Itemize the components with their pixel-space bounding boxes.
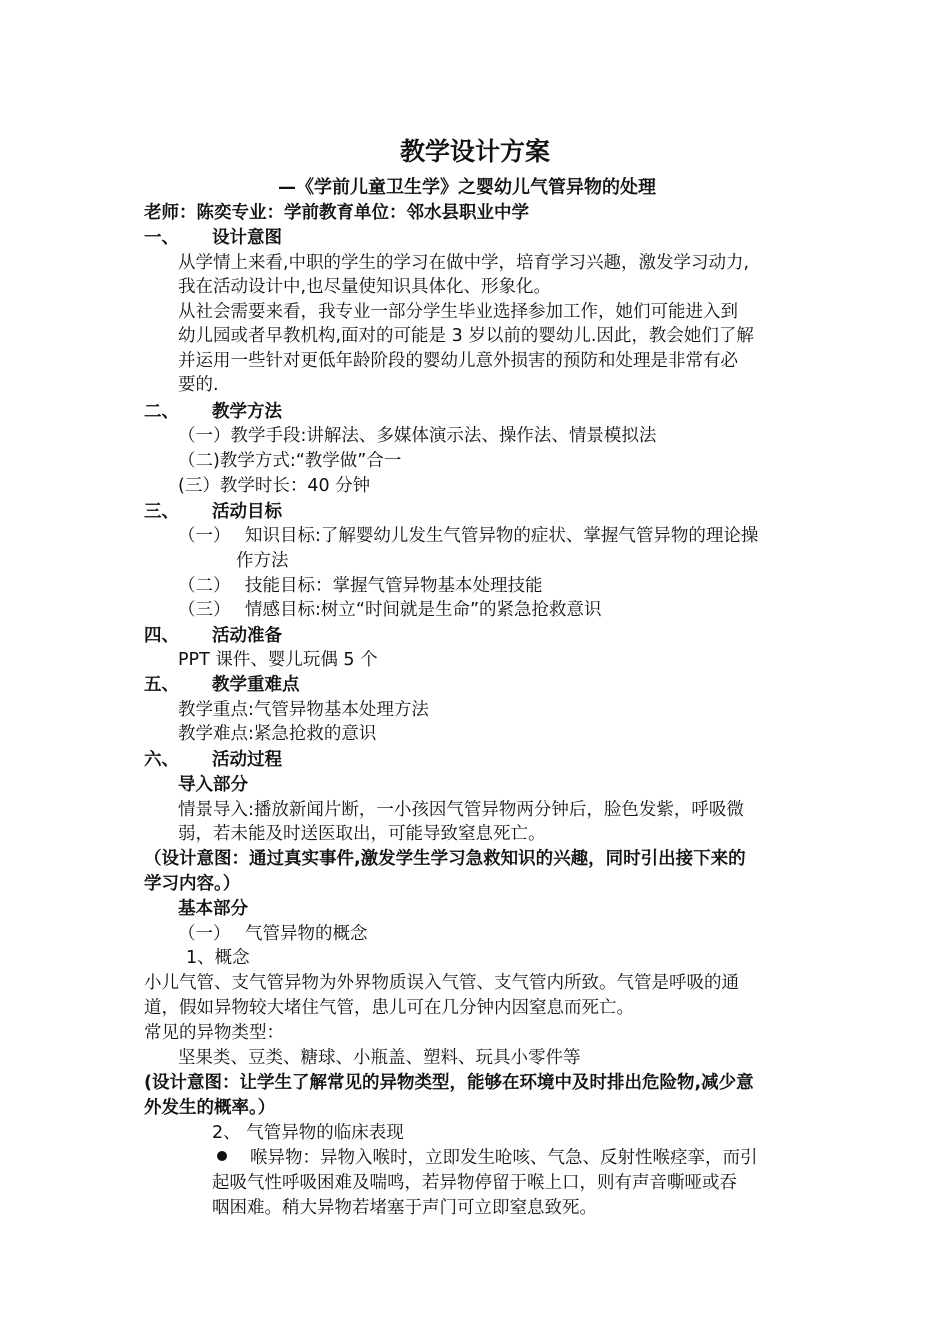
section-number: 三、 [144,502,179,522]
paragraph-line: 教学重点:气管异物基本处理方法 [178,700,429,720]
list-item-number: （二） [178,576,231,596]
teacher-info: 老师：陈奕专业：学前教育单位：邻水县职业中学 [144,203,529,223]
list-item: (三）教学时长：40 分钟 [178,476,371,496]
subsection-heading: 2、 气管异物的临床表现 [212,1123,404,1143]
list-item-number: （一） [178,526,231,546]
paragraph-line: 从社会需要来看，我专业一部分学生毕业选择参加工作，她们可能进入到 [178,302,738,322]
list-item: 技能目标：掌握气管异物基本处理技能 [245,576,543,596]
design-intent-note: （设计意图：通过真实事件,激发学生学习急救知识的兴趣，同时引出接下来的 [144,849,746,869]
section-number: 一、 [144,228,179,248]
paragraph-line: 情景导入:播放新闻片断，一小孩因气管异物两分钟后，脸色发紫，呼吸微 [178,800,744,820]
subsection-heading: 导入部分 [178,775,248,795]
list-item: （一）教学手段:讲解法、多媒体演示法、操作法、情景模拟法 [178,426,657,446]
subsection-heading: 气管异物的概念 [245,924,368,944]
paragraph-line: 弱，若未能及时送医取出，可能导致窒息死亡。 [178,824,546,844]
list-item-number: （一） [178,924,231,944]
paragraph-line: 并运用一些针对更低年龄阶段的婴幼儿意外损害的预防和处理是非常有必 [178,351,738,371]
section-heading: 活动目标 [212,502,282,522]
section-heading: 设计意图 [212,228,282,248]
paragraph-line: 常见的异物类型： [144,1023,284,1043]
paragraph-line: PPT 课件、婴儿玩偶 5 个 [178,650,378,670]
list-item: 知识目标:了解婴幼儿发生气管异物的症状、掌握气管异物的理论操 [245,526,759,546]
paragraph-line: 要的. [178,375,219,395]
paragraph-line: 我在活动设计中,也尽量使知识具体化、形象化。 [178,277,552,297]
page-title: 教学设计方案 [400,137,551,166]
section-number: 四、 [144,626,179,646]
paragraph-line: 幼儿园或者早教机构,面对的可能是 3 岁以前的婴幼儿.因此，教会她们了解 [178,326,754,346]
list-item: 作方法 [236,551,289,571]
paragraph-line: 小儿气管、支气管异物为外界物质误入气管、支气管内所致。气管是呼吸的通 [144,973,739,993]
section-heading: 活动准备 [212,626,282,646]
design-intent-note: 学习内容。） [144,874,241,894]
paragraph-line: 从学情上来看,中职的学生的学习在做中学，培育学习兴趣，激发学习动力, [178,253,750,273]
design-intent-note: 外发生的概率。） [144,1098,276,1118]
section-heading: 活动过程 [212,750,282,770]
paragraph-line: 坚果类、豆类、糖球、小瓶盖、塑料、玩具小零件等 [178,1048,581,1068]
list-item-number: （三） [178,600,231,620]
paragraph-line: 起吸气性呼吸困难及喘鸣，若异物停留于喉上口，则有声音嘶哑或吞 [212,1173,737,1193]
paragraph-line: 喉异物：异物入喉时，立即发生呛咳、气急、反射性喉痉挛，而引 [250,1148,758,1168]
list-item: （二)教学方式:“教学做”合一 [178,451,402,471]
subsection-heading: 1、概念 [186,948,250,968]
design-intent-note: (设计意图：让学生了解常见的异物类型，能够在环境中及时排出危险物,减少意 [144,1073,754,1093]
section-number: 六、 [144,750,179,770]
section-heading: 教学重难点 [212,675,300,695]
list-item: 情感目标:树立“时间就是生命”的紧急抢救意识 [245,600,602,620]
section-heading: 教学方法 [212,402,282,422]
paragraph-line: 教学难点:紧急抢救的意识 [178,724,377,744]
section-number: 五、 [144,675,179,695]
paragraph-line: 咽困难。稍大异物若堵塞于声门可立即窒息致死。 [212,1198,597,1218]
section-number: 二、 [144,402,179,422]
bullet-icon [217,1151,227,1161]
page-subtitle: —《学前儿童卫生学》之婴幼儿气管异物的处理 [278,177,656,198]
paragraph-line: 道，假如异物较大堵住气管，患儿可在几分钟内因窒息而死亡。 [144,998,634,1018]
subsection-heading: 基本部分 [178,899,248,919]
